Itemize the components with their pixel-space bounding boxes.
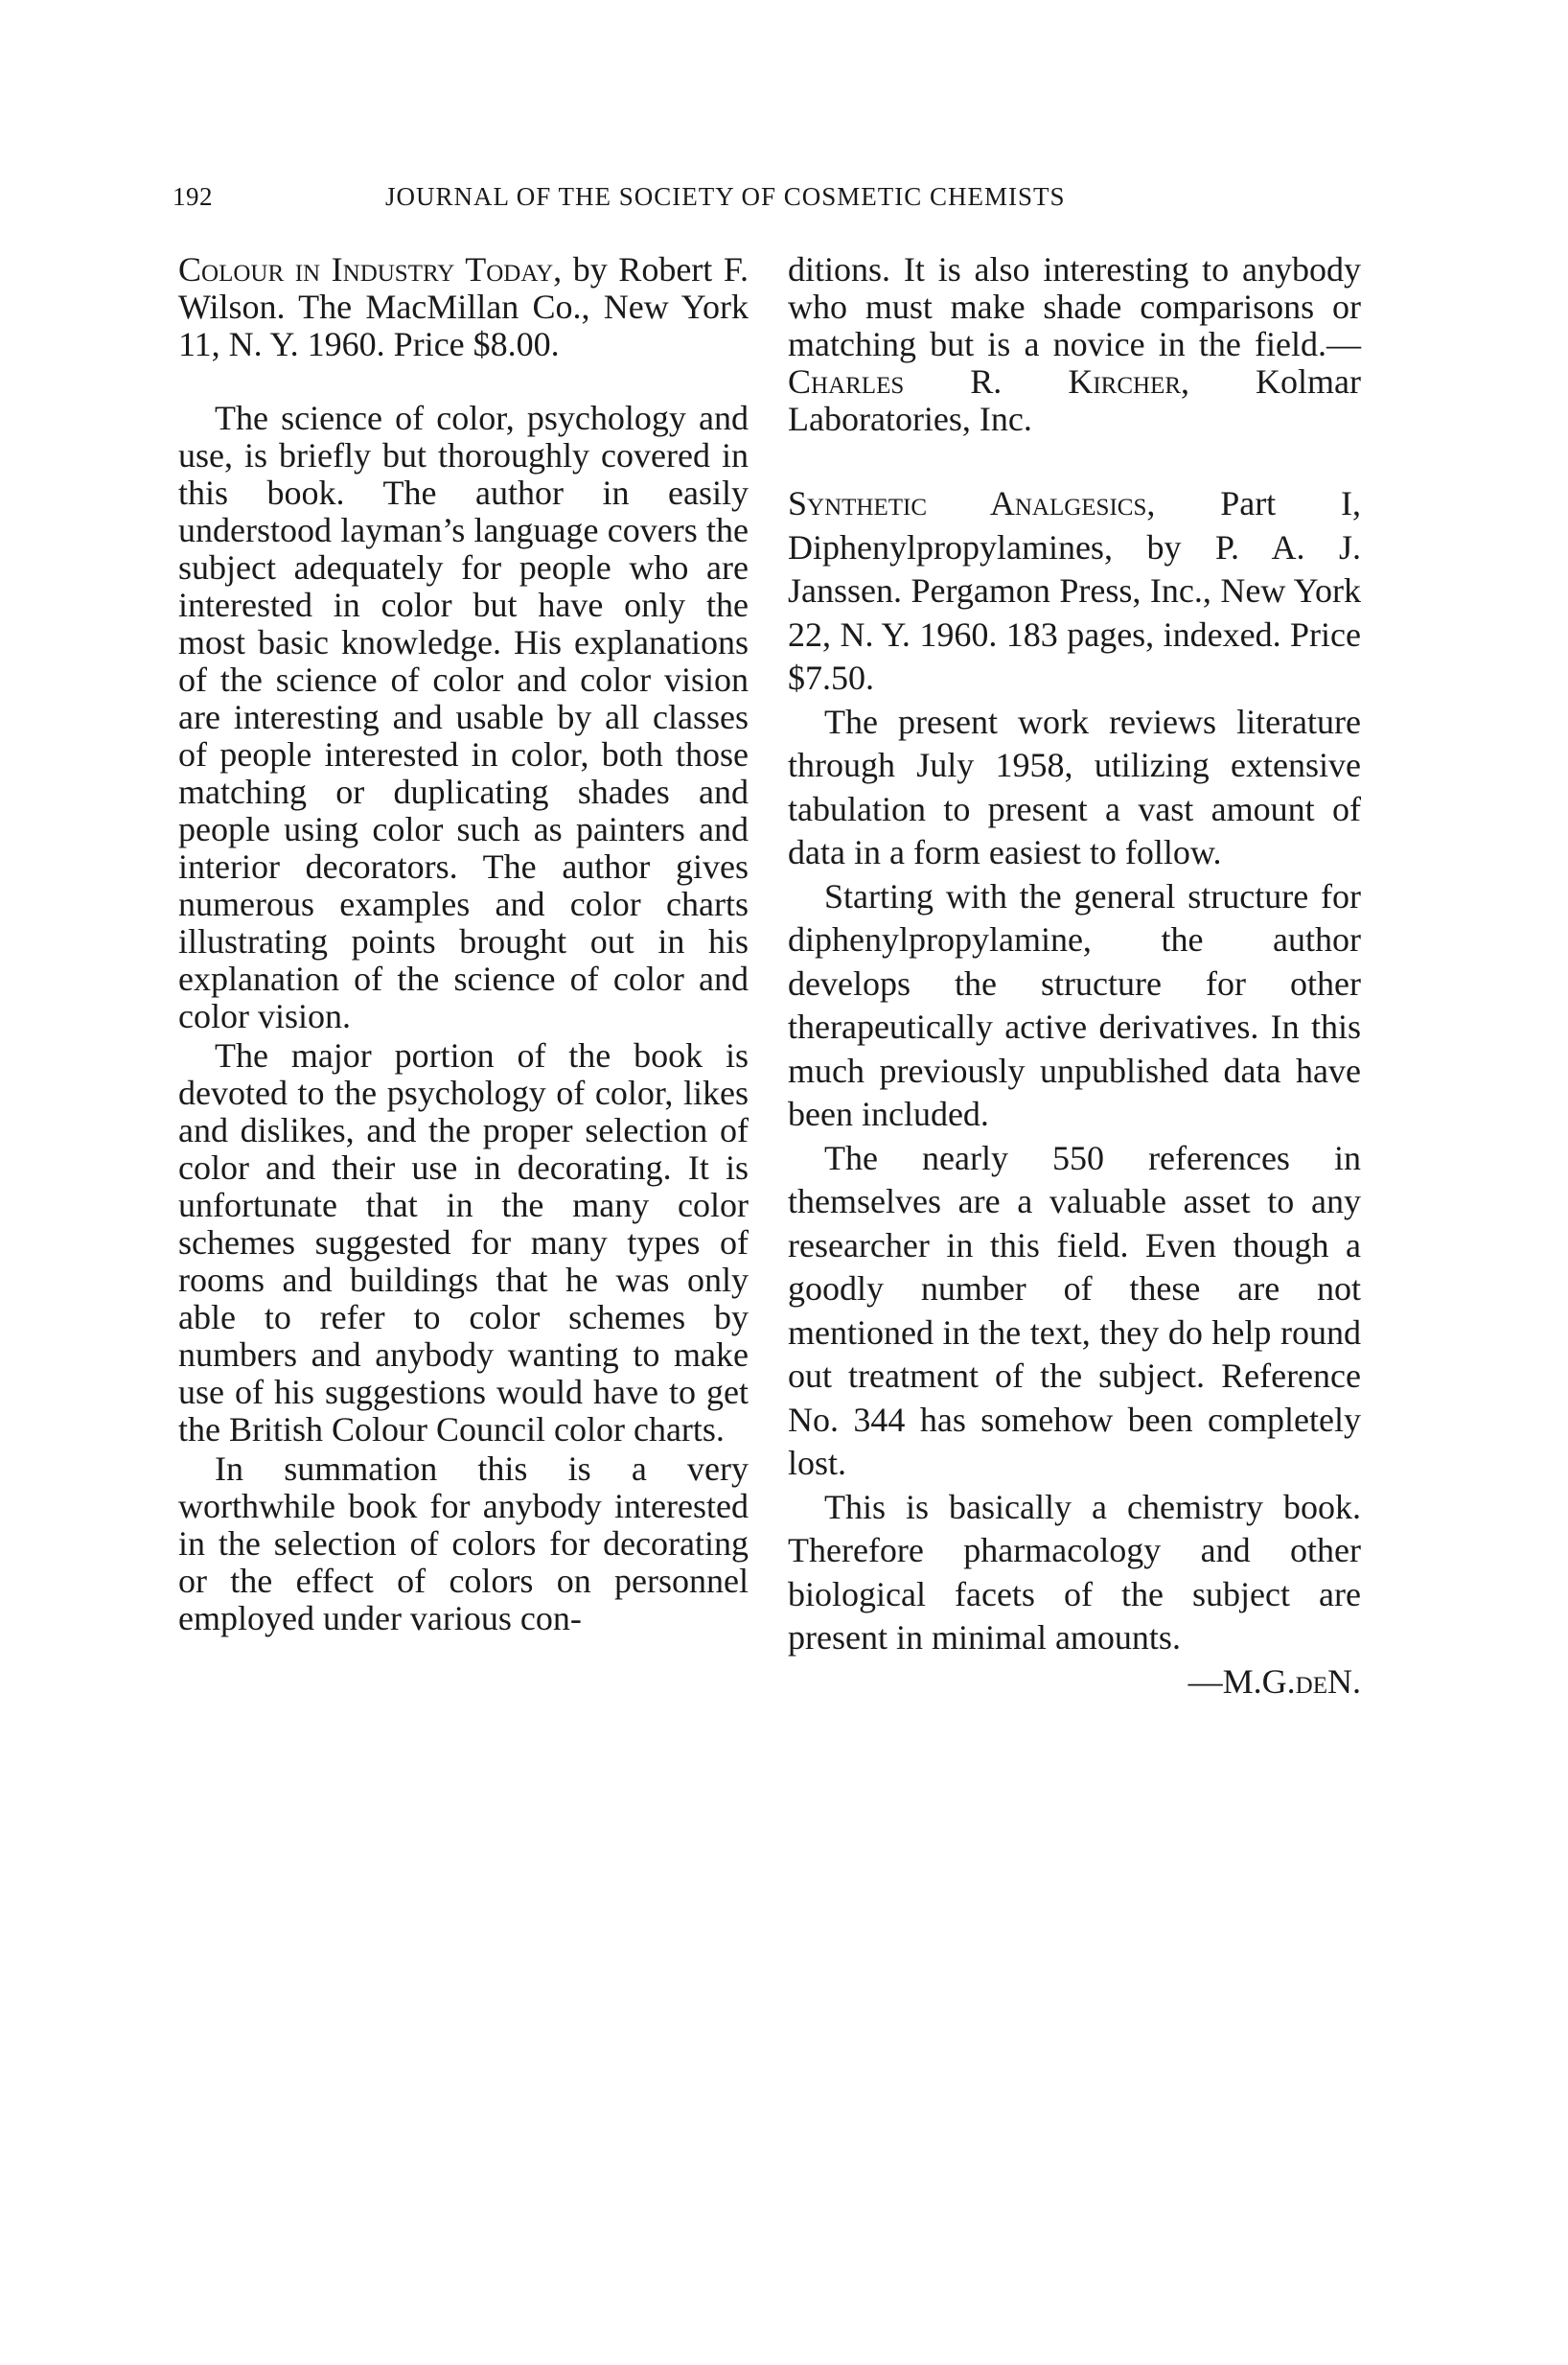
review2-citation-details: , Part I, Diphenylpropylamines, by P. A. J. Janssen. Pergamon Press, Inc., New York 22, N. Y. 1960. 183 pages, indexed. Price $7.50. xyxy=(788,484,1361,697)
review1-continuation xyxy=(788,251,1361,438)
review1-continuation-text: ditions. It is also interesting to anybody who must make shade comparisons or matching but is a novice in the field.— xyxy=(788,250,1361,363)
review1-reviewer-affiliation: , Kolmar Laboratories, Inc. xyxy=(788,362,1361,438)
review2-paragraph: Starting with the general structure for diphenylpropylamine, the author develops the structure for other therapeutically active derivatives. In this much previously unpublished data have been included. xyxy=(788,876,1361,1133)
review2-book-title: Synthetic Analgesics xyxy=(788,484,1147,522)
review2-paragraph: This is basically a chemistry book. Therefore pharmacology and other biological facets of the subject are present in minimal amounts. xyxy=(788,1487,1361,1657)
running-header xyxy=(173,182,1371,220)
review2-paragraph: The present work reviews literature through July 1958, utilizing extensive tabulation to present a vast amount of data in a form easiest to follow. xyxy=(788,702,1361,871)
review2-paragraph: The nearly 550 references in themselves are a valuable asset to any researcher in this field. Even though a goodly number of these are not mentioned in the text, they do help round out treatment of the subject. Reference No. 344 has somehow been completely lost. xyxy=(788,1138,1361,1482)
journal-title: JOURNAL OF THE SOCIETY OF COSMETIC CHEMISTS xyxy=(385,182,1066,211)
review1-book-title: Colour in Industry Today xyxy=(178,250,554,289)
review1-paragraph: In summation this is a very worthwhile book for anybody interested in the selection of colors for decorating or the effect of colors on personnel employed under various con- xyxy=(178,1449,749,1637)
right-column xyxy=(788,251,1361,1704)
page-number: 192 xyxy=(173,182,213,211)
review1-citation xyxy=(178,251,749,363)
review1-citation-details: , by Robert F. Wilson. The MacMillan Co., New York 11, N. Y. 1960. Price $8.00. xyxy=(178,250,749,363)
review2-signature: —M.G.deN. xyxy=(1188,1661,1361,1701)
left-column xyxy=(178,251,749,1637)
review1-paragraph: The major portion of the book is devoted to the psychology of color, likes and dislikes, and the proper selection of color and their use in decorating. It is unfortunate that in the many color schemes suggested for many types of rooms and buildings that he was only able to refer to color schemes by numbers and anybody wanting to make use of his suggestions would have to get the British Colour Council color charts. xyxy=(178,1036,749,1449)
review1-reviewer-name: Charles R. Kircher xyxy=(788,362,1181,401)
review1-paragraph: The science of color, psychology and use, is briefly but thoroughly covered in this book. The author in easily understood layman’s language covers the subject adequately for people who are interested in color but have only the most basic knowledge. His explanations of the science of color and color vision are interesting and usable by all classes of people interested in color, both those matching or duplicating shades and people using color such as painters and interior decorators. The author gives numerous examples and color charts illustrating points brought out in his explanation of the science of color and color vision. xyxy=(178,399,749,1035)
review2-citation xyxy=(788,482,1361,701)
